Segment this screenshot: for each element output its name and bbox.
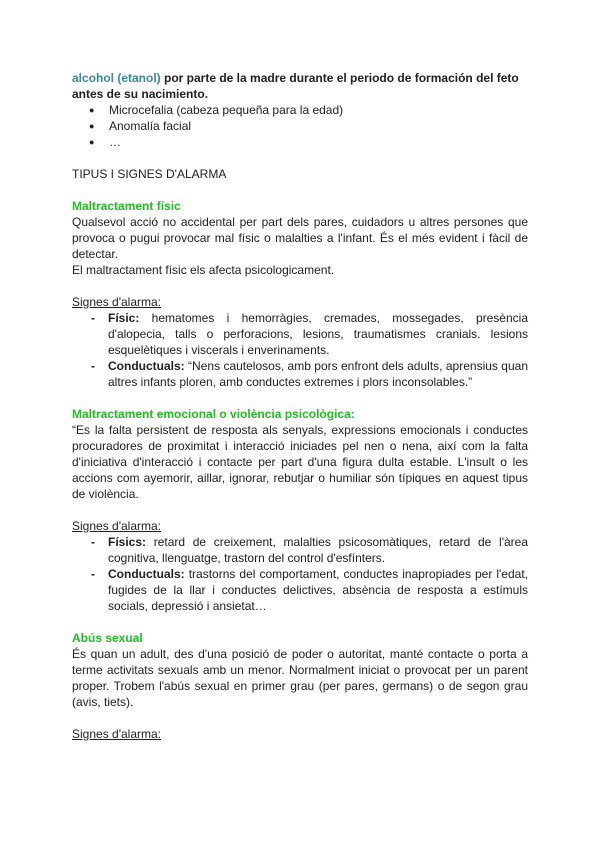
fisic-signs-list <box>72 310 528 390</box>
list-item <box>89 358 528 390</box>
list-item: ● Microcefalia (cabeza pequeña para la edad) <box>89 102 528 118</box>
list-item <box>89 534 528 566</box>
emocional-paragraph: “Es la falta persistent de resposta als senyals, expressions emocionals i conductes procuradores de proximitat i interacció iniciades pel nen o nena, així com la falta d'iniciativa d'interacció i contacte per part d'una figura dulta estable. L'insult o les accions com ayemorir, aillar, ignorar, rebutjar o humiliar són típiques en aquest tipus de violència. <box>72 423 528 501</box>
item-label: Físic: <box>108 311 140 325</box>
signes-alarma-label: Signes d'alarma: <box>72 727 162 741</box>
list-item <box>89 566 528 614</box>
intro-text: por parte de la madre durante el periodo de formación del feto antes de su nacimiento. <box>72 71 519 101</box>
item-label: Conductuals: <box>108 359 185 373</box>
item-text: “Nens cautelosos, amb pors enfront dels adults, aprensius quan altres infants ploren, amb conductes extremes i plors inconsolables.” <box>108 359 528 389</box>
intro-paragraph <box>72 70 528 102</box>
emocional-signs-list <box>72 534 528 614</box>
item-text: trastorns del comportament, conductes inapropiades per l'edat, fugides de la llar i conductes delictives, absència de resposta a estímuls socials, depressió i ansietat… <box>108 567 528 613</box>
item-text: retard de creixement, malalties psicosomàtiques, retard de l'àrea cognitiva, llenguatge, trastorn del control d'esfínters. <box>108 535 528 565</box>
list-item: ● … <box>89 134 528 150</box>
heading-abus-sexual: Abús sexual <box>72 631 143 645</box>
signes-alarma-label: Signes d'alarma: <box>72 519 162 533</box>
fisic-paragraph: Qualsevol acció no accidental per part dels pares, cuidadors u altres persones que provoca o pugui provocar mal físic o malalties a l'infant. És el més evident i fàcil de detectar. <box>72 215 528 261</box>
abus-paragraph: És quan un adult, des d'una posició de poder o autoritat, manté contacte o porta a terme activitats sexuals amb un menor. Normalment iniciat o provocat per un parent proper. Trobem l'abús sexual en primer grau (per pares, germans) o de segon grau (avis, tiets). <box>72 647 528 709</box>
item-label: Físics: <box>108 535 147 549</box>
item-text: hematomes i hemorràgies, cremades, mossegades, presència d'alopecia, talls o perforacions, lesions, traumatismes cranials. lesions esquelètiques i viscerals i enverinaments. <box>108 311 528 357</box>
signes-alarma-label: Signes d'alarma: <box>72 295 162 309</box>
heading-maltractament-fisic: Maltractament físic <box>72 199 181 213</box>
fisic-paragraph-2: El maltractament físic els afecta psicologicament. <box>72 263 335 277</box>
intro-highlight: alcohol (etanol) <box>72 71 161 85</box>
item-label: Conductuals: <box>108 567 185 581</box>
heading-maltractament-emocional: Maltractament emocional o violència psicològica: <box>72 407 355 421</box>
list-item <box>89 310 528 358</box>
list-item: ● Anomalía facial <box>89 118 528 134</box>
effects-list <box>72 102 528 150</box>
section-title: TIPUS I SIGNES D'ALARMA <box>72 167 227 181</box>
